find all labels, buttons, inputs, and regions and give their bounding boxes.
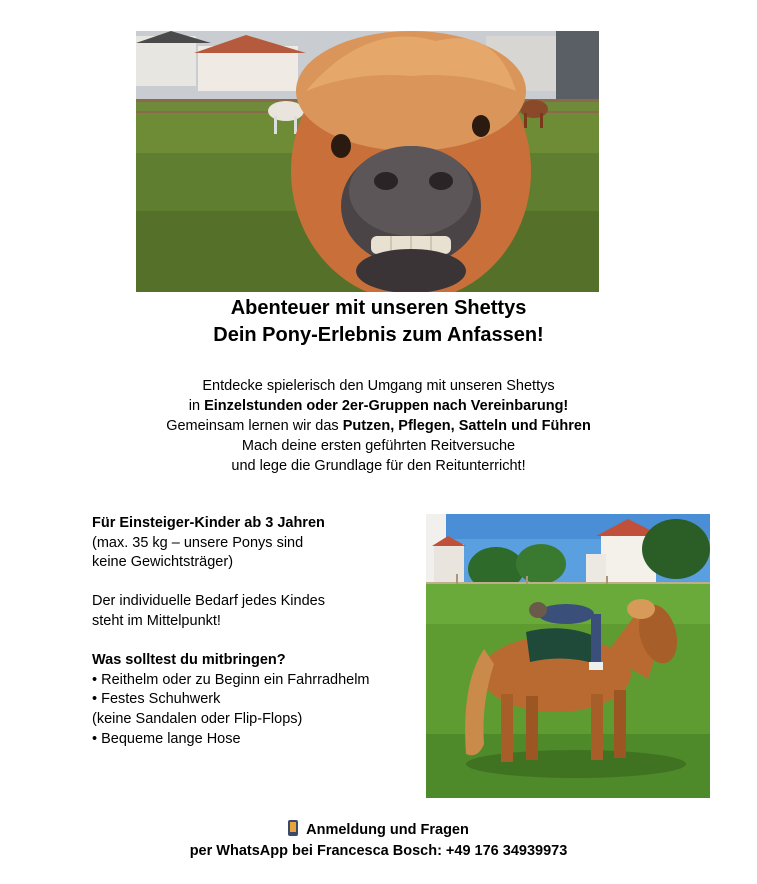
mobile-phone-icon bbox=[288, 820, 298, 836]
intro-line-3 bbox=[0, 416, 757, 436]
focus-line-2: steht im Mittelpunkt! bbox=[92, 612, 221, 629]
intro-line-2-prefix: in bbox=[188, 398, 205, 414]
headline-line-1: Abenteuer mit unseren Shettys bbox=[230, 297, 527, 319]
headline-line-2: Dein Pony-Erlebnis zum Anfassen! bbox=[213, 324, 544, 346]
intro-line-2-bold: Einzelstunden oder 2er-Gruppen nach Vereinbarung! bbox=[204, 398, 569, 414]
hero-image bbox=[136, 31, 599, 292]
intro-line-4: Mach deine ersten geführten Reitversuche bbox=[241, 438, 516, 454]
details-column bbox=[92, 514, 422, 749]
bring-item: • Bequeme lange Hose bbox=[92, 730, 241, 747]
pony-closeup-illustration bbox=[136, 31, 599, 292]
intro-line-5: und lege die Grundlage für den Reitunterricht! bbox=[231, 458, 526, 474]
focus-line-1: Der individuelle Bedarf jedes Kindes bbox=[92, 593, 325, 610]
contact-line-1 bbox=[0, 820, 757, 841]
child-on-pony-image bbox=[426, 514, 710, 798]
intro-paragraph bbox=[0, 376, 757, 476]
bring-heading: Was solltest du mitbringen? bbox=[92, 652, 286, 669]
bring-item: • Reithelm oder zu Beginn ein Fahrradhelm bbox=[92, 671, 370, 688]
bring-item: • Festes Schuhwerk bbox=[92, 691, 221, 708]
contact-whatsapp: per WhatsApp bei Francesca Bosch: +49 176 34939973 bbox=[189, 843, 568, 859]
weight-note-line-1: (max. 35 kg – unsere Ponys sind bbox=[92, 534, 304, 551]
contact-heading: Anmeldung und Fragen bbox=[306, 822, 469, 838]
child-on-pony-illustration bbox=[426, 514, 710, 798]
intro-line-3-prefix: Gemeinsam lernen wir das bbox=[166, 418, 343, 434]
intro-line-3-bold: Putzen, Pflegen, Satteln und Führen bbox=[342, 418, 591, 434]
bring-item-note: (keine Sandalen oder Flip-Flops) bbox=[92, 710, 303, 727]
intro-line-2 bbox=[0, 396, 757, 416]
contact-footer bbox=[0, 820, 757, 862]
weight-note-line-2: keine Gewichtsträger) bbox=[92, 554, 234, 571]
audience-heading: Für Einsteiger-Kinder ab 3 Jahren bbox=[92, 515, 325, 531]
intro-line-1: Entdecke spielerisch den Umgang mit unseren Shettys bbox=[202, 378, 555, 394]
